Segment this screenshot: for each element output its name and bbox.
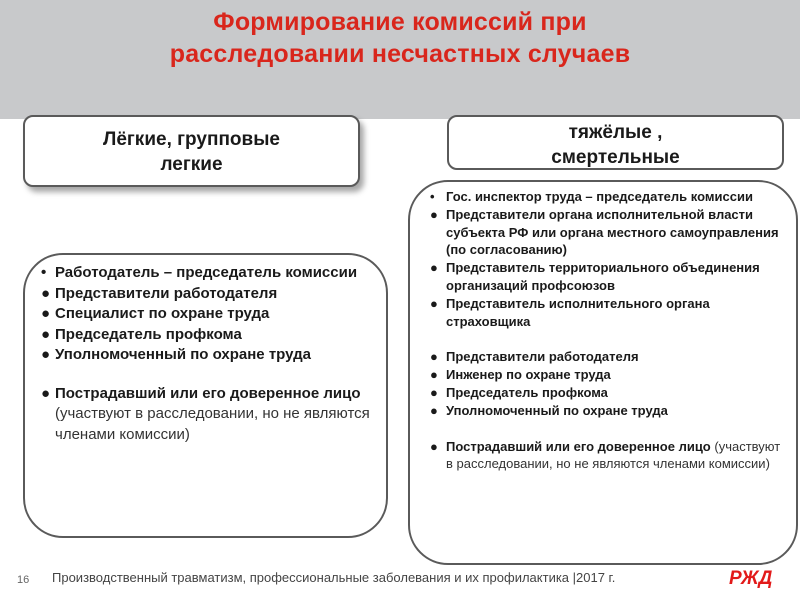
bullet-icon: ● (430, 349, 438, 365)
bullet-icon: ● (41, 284, 51, 302)
list-item: ● Представители работодателя (430, 349, 639, 365)
list-item: ● Уполномоченный по охране труда (430, 402, 668, 418)
slide-title-line1: Формирование комиссий при (213, 8, 587, 36)
bullet-icon: ● (430, 438, 438, 454)
bullet-icon: ● (430, 206, 438, 222)
slide-title (0, 6, 800, 70)
list-item: • Гос. инспектор труда – председатель комиссии (430, 189, 753, 204)
bullet-icon: ● (41, 384, 51, 402)
category-box-light (23, 115, 360, 187)
list-item: ● Представители работодателя (41, 284, 376, 305)
bullet-icon: ● (430, 384, 438, 400)
list-item: • Работодатель – председатель комиссии (41, 263, 376, 284)
list-item: ● Председатель профкома (430, 384, 608, 400)
bullet-icon: • (430, 189, 435, 204)
bullet-icon: • (41, 264, 47, 281)
list-item: ● Инженер по охране труда (430, 367, 611, 383)
list-item: ● Уполномоченный по охране труда (41, 345, 376, 366)
page-number: 16 (17, 574, 30, 586)
commission-list-heavy (408, 180, 798, 565)
bullet-icon: ● (41, 346, 51, 363)
category-light-line2: легкие (160, 154, 223, 175)
slide-title-line2: расследовании несчастных случаев (169, 40, 631, 68)
category-box-heavy (447, 115, 784, 170)
bullet-icon: ● (430, 402, 438, 418)
bullet-icon: ● (41, 305, 51, 322)
list-item: ● Специалист по охране труда (41, 304, 376, 325)
bullet-icon: ● (41, 325, 51, 343)
list-item-victim: ● Пострадавший или его доверенное лицо (участвуют в расследовании, но не являются членами комиссии) (41, 384, 370, 443)
footer-caption: Производственный травматизм, профессиональные заболевания и их профилактика |2017 г. (52, 570, 616, 585)
rzd-logo-text: РЖД (729, 568, 773, 589)
list-item-victim: ● Пострадавший или его доверенное лицо (участвуют в расследовании, но не являются членами комиссии) (430, 438, 781, 472)
list-item: ● Представитель исполнительного органа страховщика (430, 295, 710, 329)
list-item: ● Представитель территориального объединения организаций профсоюзов (430, 260, 760, 293)
category-heavy-line1: тяжёлые , (568, 122, 663, 143)
list-item: ● Председатель профкома (41, 325, 376, 346)
bullet-icon: ● (430, 367, 438, 383)
slide-header (0, 0, 800, 119)
heavy-members-list (430, 188, 786, 473)
bullet-icon: ● (430, 295, 438, 311)
commission-list-light (23, 253, 388, 538)
light-members-list (41, 263, 376, 445)
bullet-icon: ● (430, 260, 438, 276)
list-item: ● Представители органа исполнительной власти субъекта РФ или органа местного самоуправления (по согласованию) (430, 206, 779, 258)
rzd-logo-icon (727, 565, 779, 589)
category-light-line1: Лёгкие, групповые (103, 129, 280, 150)
category-heavy-line2: смертельные (551, 147, 680, 168)
